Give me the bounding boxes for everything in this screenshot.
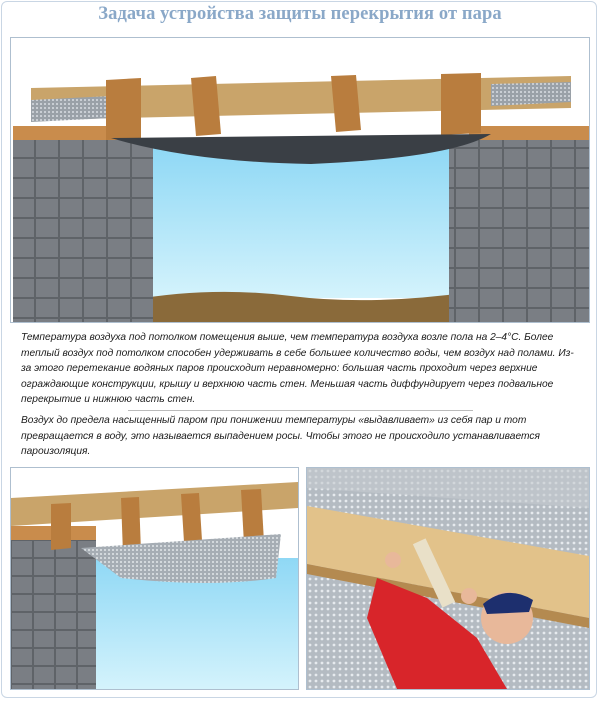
paragraph-1: Температура воздуха под потолком помещения выше, чем температура воздуха возле пола на 2–4°С. Более теплый воздух под потолком способен удерживать в себе большее количество воды, чем воздух над полами. Из-за этого перетекание водяных паров происходит неравномерно: большая часть проходит через верхние ограждающие конструкции, крышу и верхнюю часть стен. Меньшая часть диффундирует через подвальное перекрытие и нижнюю часть стен.: [21, 332, 574, 406]
block-wall: [11, 538, 96, 689]
right-block-wall: [449, 138, 589, 322]
sky-area: [141, 148, 461, 298]
installation-illustration: [10, 467, 299, 690]
text-divider: [128, 410, 473, 411]
ceiling-illustration: [10, 37, 590, 323]
foil-insulation: [31, 96, 111, 122]
worker-photo: [306, 467, 590, 690]
page-title: Задача устройства защиты перекрытия от пара: [98, 4, 502, 24]
paragraph-2: Воздух до предела насыщенный паром при понижении температуры «выдавливает» из себя пар и тот превращается в воду, это называется выпадением росы. Чтобы этого не происходило устанавливается пароизоляция.: [21, 415, 540, 458]
left-block-wall: [13, 138, 153, 322]
